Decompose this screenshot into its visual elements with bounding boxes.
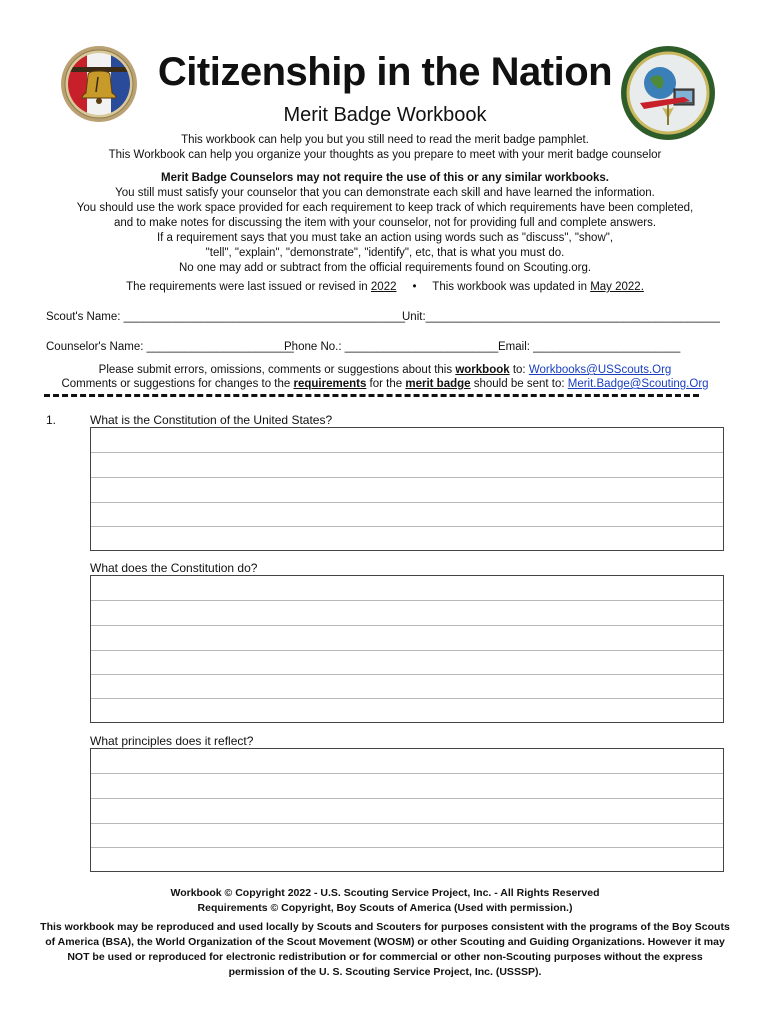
- scout-name-field[interactable]: [46, 311, 405, 323]
- submit-to-text: to:: [512, 364, 526, 376]
- submit-text: should be sent to:: [473, 378, 565, 390]
- intro-line-1: This workbook can help you but you still need to read the merit badge pamphlet.: [181, 134, 589, 146]
- counselor-note-line: "tell", "explain", "demonstrate", "identify", etc, that is what you must do.: [205, 247, 565, 259]
- usage-notice-line: NOT be used or reproduced for electronic redistribution or for commercial or other non-Scouting purposes without the express: [67, 951, 703, 963]
- submit-text: Comments or suggestions for changes to the: [61, 378, 291, 390]
- answer-line: [91, 698, 723, 699]
- usage-notice-line: This workbook may be reproduced and used locally by Scouts and Scouters for purposes consistent with the programs of the Boy Scouts: [40, 921, 730, 933]
- updated-date: May 2022.: [590, 281, 644, 293]
- copyright-requirements: Requirements © Copyright, Boy Scouts of America (Used with permission.): [197, 902, 573, 914]
- answer-line: [91, 452, 723, 453]
- unit-blank[interactable]: ______________________________________________: [425, 311, 720, 323]
- revision-info: [0, 280, 770, 295]
- submit-workbook-line: [0, 363, 770, 378]
- unit-label: Unit:: [402, 311, 426, 323]
- submit-requirements-line: [0, 377, 770, 392]
- answer-line: [91, 650, 723, 651]
- question-text: What principles does it reflect?: [90, 734, 254, 748]
- answer-line: [91, 502, 723, 503]
- merit-badge-email-link[interactable]: Merit.Badge@Scouting.Org: [567, 378, 709, 390]
- question-text: What is the Constitution of the United States?: [90, 413, 333, 427]
- phone-field[interactable]: [284, 341, 498, 353]
- unit-field[interactable]: [402, 311, 720, 323]
- question-number: 1.: [46, 413, 57, 427]
- updated-label: This workbook was updated in: [432, 281, 587, 293]
- bullet-separator: •: [412, 281, 417, 293]
- merit-badge-emphasis: merit badge: [405, 378, 471, 390]
- answer-line: [91, 823, 723, 824]
- answer-line: [91, 847, 723, 848]
- submit-text: Please submit errors, omissions, comments or suggestions about this: [98, 364, 453, 376]
- answer-box[interactable]: [90, 748, 724, 872]
- counselor-name-field[interactable]: [46, 341, 294, 353]
- answer-box[interactable]: [90, 427, 724, 551]
- counselor-name-label: Counselor's Name:: [46, 341, 144, 353]
- counselor-note-line: No one may add or subtract from the official requirements found on Scouting.org.: [178, 262, 592, 274]
- page-title: Citizenship in the Nation: [157, 50, 613, 94]
- page-subtitle: Merit Badge Workbook: [283, 104, 487, 126]
- workbook-emphasis: workbook: [455, 364, 510, 376]
- issued-label: The requirements were last issued or revised in: [126, 281, 368, 293]
- copyright-workbook: Workbook © Copyright 2022 - U.S. Scouting Service Project, Inc. - All Rights Reserved: [170, 887, 600, 899]
- answer-line: [91, 674, 723, 675]
- phone-blank[interactable]: ________________________: [344, 341, 499, 353]
- answer-line: [91, 600, 723, 601]
- counselor-note-line: You still must satisfy your counselor that you can demonstrate each skill and have learned the information.: [115, 187, 655, 199]
- dashed-divider: [44, 394, 699, 397]
- phone-label: Phone No.:: [284, 341, 342, 353]
- issued-year: 2022: [370, 281, 397, 293]
- submit-text: for the: [369, 378, 403, 390]
- email-blank[interactable]: _______________________: [533, 341, 681, 353]
- email-field[interactable]: [498, 341, 680, 353]
- answer-box[interactable]: [90, 575, 724, 723]
- email-label: Email:: [498, 341, 530, 353]
- counselor-note-line: You should use the work space provided for each requirement to keep track of which requirements have been completed,: [76, 202, 694, 214]
- answer-line: [91, 477, 723, 478]
- intro-line-2: This Workbook can help you organize your thoughts as you prepare to meet with your merit badge counselor: [108, 149, 662, 161]
- counselor-note-line: and to make notes for discussing the item with your counselor, not for providing full and complete answers.: [113, 217, 657, 229]
- answer-line: [91, 773, 723, 774]
- scout-name-label: Scout's Name:: [46, 311, 121, 323]
- question-text: What does the Constitution do?: [90, 561, 258, 575]
- counselor-note-line: If a requirement says that you must take an action using words such as "discuss", "show",: [156, 232, 614, 244]
- answer-line: [91, 798, 723, 799]
- answer-line: [91, 526, 723, 527]
- workbooks-email-link[interactable]: Workbooks@USScouts.Org: [528, 364, 672, 376]
- counselor-name-blank[interactable]: _______________________: [146, 341, 294, 353]
- answer-line: [91, 625, 723, 626]
- counselor-note-heading: Merit Badge Counselors may not require the use of this or any similar workbooks.: [161, 172, 609, 184]
- scout-name-blank[interactable]: ____________________________________________: [123, 311, 406, 323]
- usage-notice-line: permission of the U. S. Scouting Service Project, Inc. (USSSP).: [228, 966, 542, 978]
- usage-notice-line: of America (BSA), the World Organization of the Scout Movement (WOSM) or other Scouting and Guiding Organizations. However it may: [45, 936, 725, 948]
- requirements-emphasis: requirements: [293, 378, 367, 390]
